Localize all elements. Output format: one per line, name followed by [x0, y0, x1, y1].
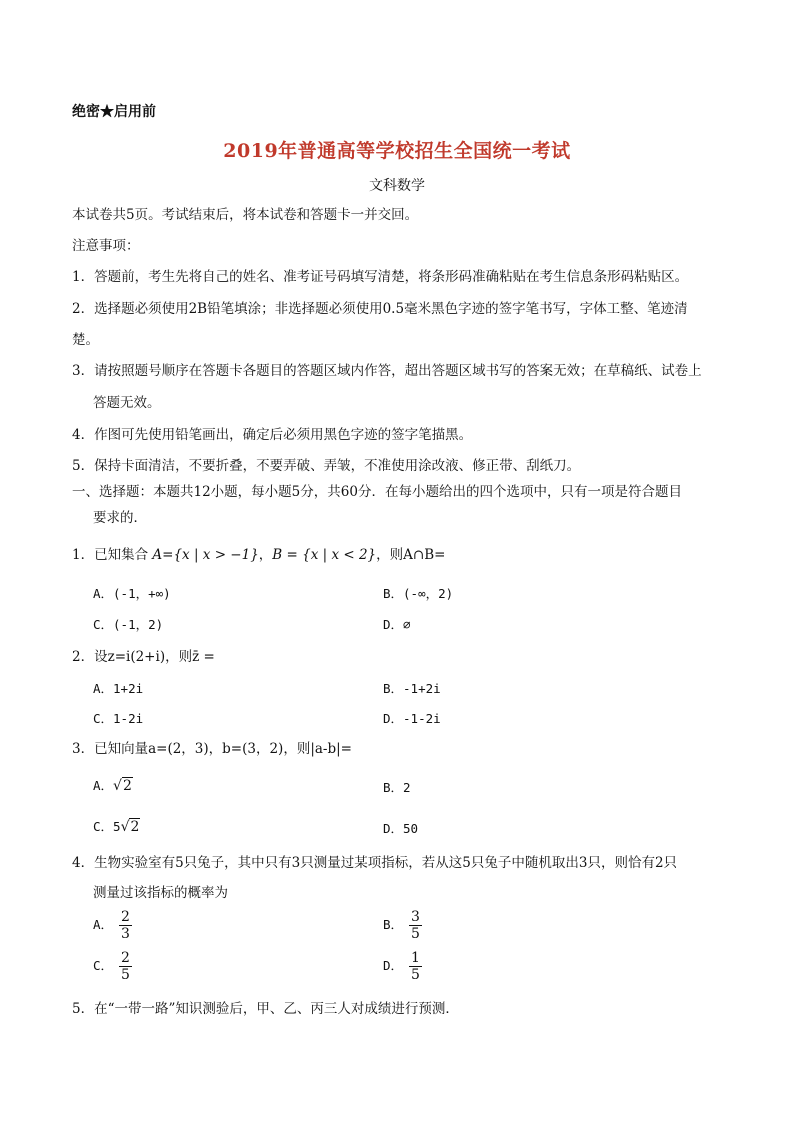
intro-text: 本试卷共5页。考试结束后，将本试卷和答题卡一并交回。 — [72, 207, 419, 223]
fraction — [409, 909, 422, 942]
question-4-stem-line2: 测量过该指标的概率为 — [93, 885, 228, 901]
q3-option-c-radicand: 2 — [130, 819, 140, 835]
section-1-heading-cont: 要求的． — [93, 510, 147, 526]
note-1: 1．答题前，考生先将自己的姓名、准考证号码填写清楚，将条形码准确粘贴在考生信息条形码粘贴区。 — [72, 269, 689, 285]
q3-option-b: B．2 — [383, 780, 411, 795]
q2-option-a: A．1+2i — [93, 681, 144, 696]
question-3-stem: 3．已知向量a=(2，3)，b=(3，2)，则|a-b|= — [72, 741, 352, 757]
note-2-line2: 楚。 — [72, 332, 99, 348]
q2-option-b: B．-1+2i — [383, 681, 441, 696]
q2-option-d: D．-1-2i — [383, 711, 441, 726]
notes-title: 注意事项： — [72, 238, 140, 254]
section-1-heading: 一、选择题：本题共12小题，每小题5分，共60分．在每小题给出的四个选项中，只有一项是符合题目 — [72, 484, 682, 500]
question-1-stem — [72, 546, 445, 564]
q4-option-c — [93, 950, 132, 983]
exam-subject: 文科数学 — [369, 178, 425, 194]
denominator: 3 — [121, 926, 130, 942]
q4-option-b — [383, 909, 422, 942]
note-4: 4．作图可先使用铅笔画出，确定后必须用黑色字迹的签字笔描黑。 — [72, 427, 473, 443]
q3-option-a-label: A． — [93, 778, 114, 793]
q2-option-c: C．1-2i — [93, 711, 144, 726]
note-5: 5．保持卡面清洁，不要折叠，不要弄破、弄皱，不准使用涂改液、修正带、刮纸刀。 — [72, 458, 581, 474]
q1-option-c: C．(-1，2) — [93, 617, 164, 632]
q3-option-d: D．50 — [383, 821, 419, 836]
q4-option-a-label: A． — [93, 917, 114, 932]
q3-option-c-label: C．5 — [93, 819, 121, 834]
question-4-stem-line1: 4．生物实验室有5只兔子，其中只有3只测量过某项指标，若从这5只兔子中随机取出3只，则恰有2只 — [72, 855, 678, 871]
sqrt-symbol: √2 — [120, 819, 140, 835]
q4-option-c-label: C． — [93, 958, 114, 973]
note-3-line2: 答题无效。 — [93, 395, 161, 411]
fraction — [409, 950, 422, 983]
q1-sep: ， — [258, 547, 273, 563]
denominator: 5 — [411, 967, 420, 983]
q1-prefix: 1．已知集合 — [72, 547, 153, 563]
q1-option-d: D．∅ — [383, 617, 411, 632]
q3-option-a — [93, 776, 133, 794]
q4-option-d-label: D． — [383, 958, 404, 973]
q1-set-a: A={x | x > −1} — [152, 547, 259, 563]
q3-option-c — [93, 817, 140, 835]
question-5-stem: 5．在“一带一路”知识测验后，甲、乙、丙三人对成绩进行预测． — [72, 1001, 459, 1017]
q1-option-b: B．(-∞，2) — [383, 586, 454, 601]
confidential-label: 绝密★启用前 — [72, 104, 156, 120]
q3-option-a-radicand: 2 — [122, 778, 132, 794]
q1-set-b: B = {x | x < 2} — [272, 547, 377, 563]
q1-option-a: A．(-1，+∞) — [93, 586, 171, 601]
numerator: 1 — [411, 950, 420, 966]
note-3-line1: 3．请按照题号顺序在答题卡各题目的答题区域内作答，超出答题区域书写的答案无效；在草稿纸、试卷上 — [72, 363, 702, 379]
exam-title: 2019年普通高等学校招生全国统一考试 — [223, 140, 571, 162]
q4-option-b-label: B． — [383, 917, 404, 932]
sqrt-symbol: √2 — [113, 778, 132, 794]
denominator: 5 — [411, 926, 420, 942]
denominator: 5 — [121, 967, 130, 983]
numerator: 2 — [121, 909, 130, 925]
fraction — [119, 950, 132, 983]
note-2-line1: 2．选择题必须使用2B铅笔填涂；非选择题必须使用0.5毫米黑色字迹的签字笔书写，字体工整、笔迹清 — [72, 301, 688, 317]
numerator: 2 — [121, 950, 130, 966]
q1-suffix: ，则A∩B= — [376, 547, 446, 563]
question-2-stem: 2．设z=i(2+i)，则z̄ = — [72, 649, 215, 665]
numerator: 3 — [411, 909, 420, 925]
q4-option-d — [383, 950, 422, 983]
fraction — [119, 909, 132, 942]
q4-option-a — [93, 909, 132, 942]
